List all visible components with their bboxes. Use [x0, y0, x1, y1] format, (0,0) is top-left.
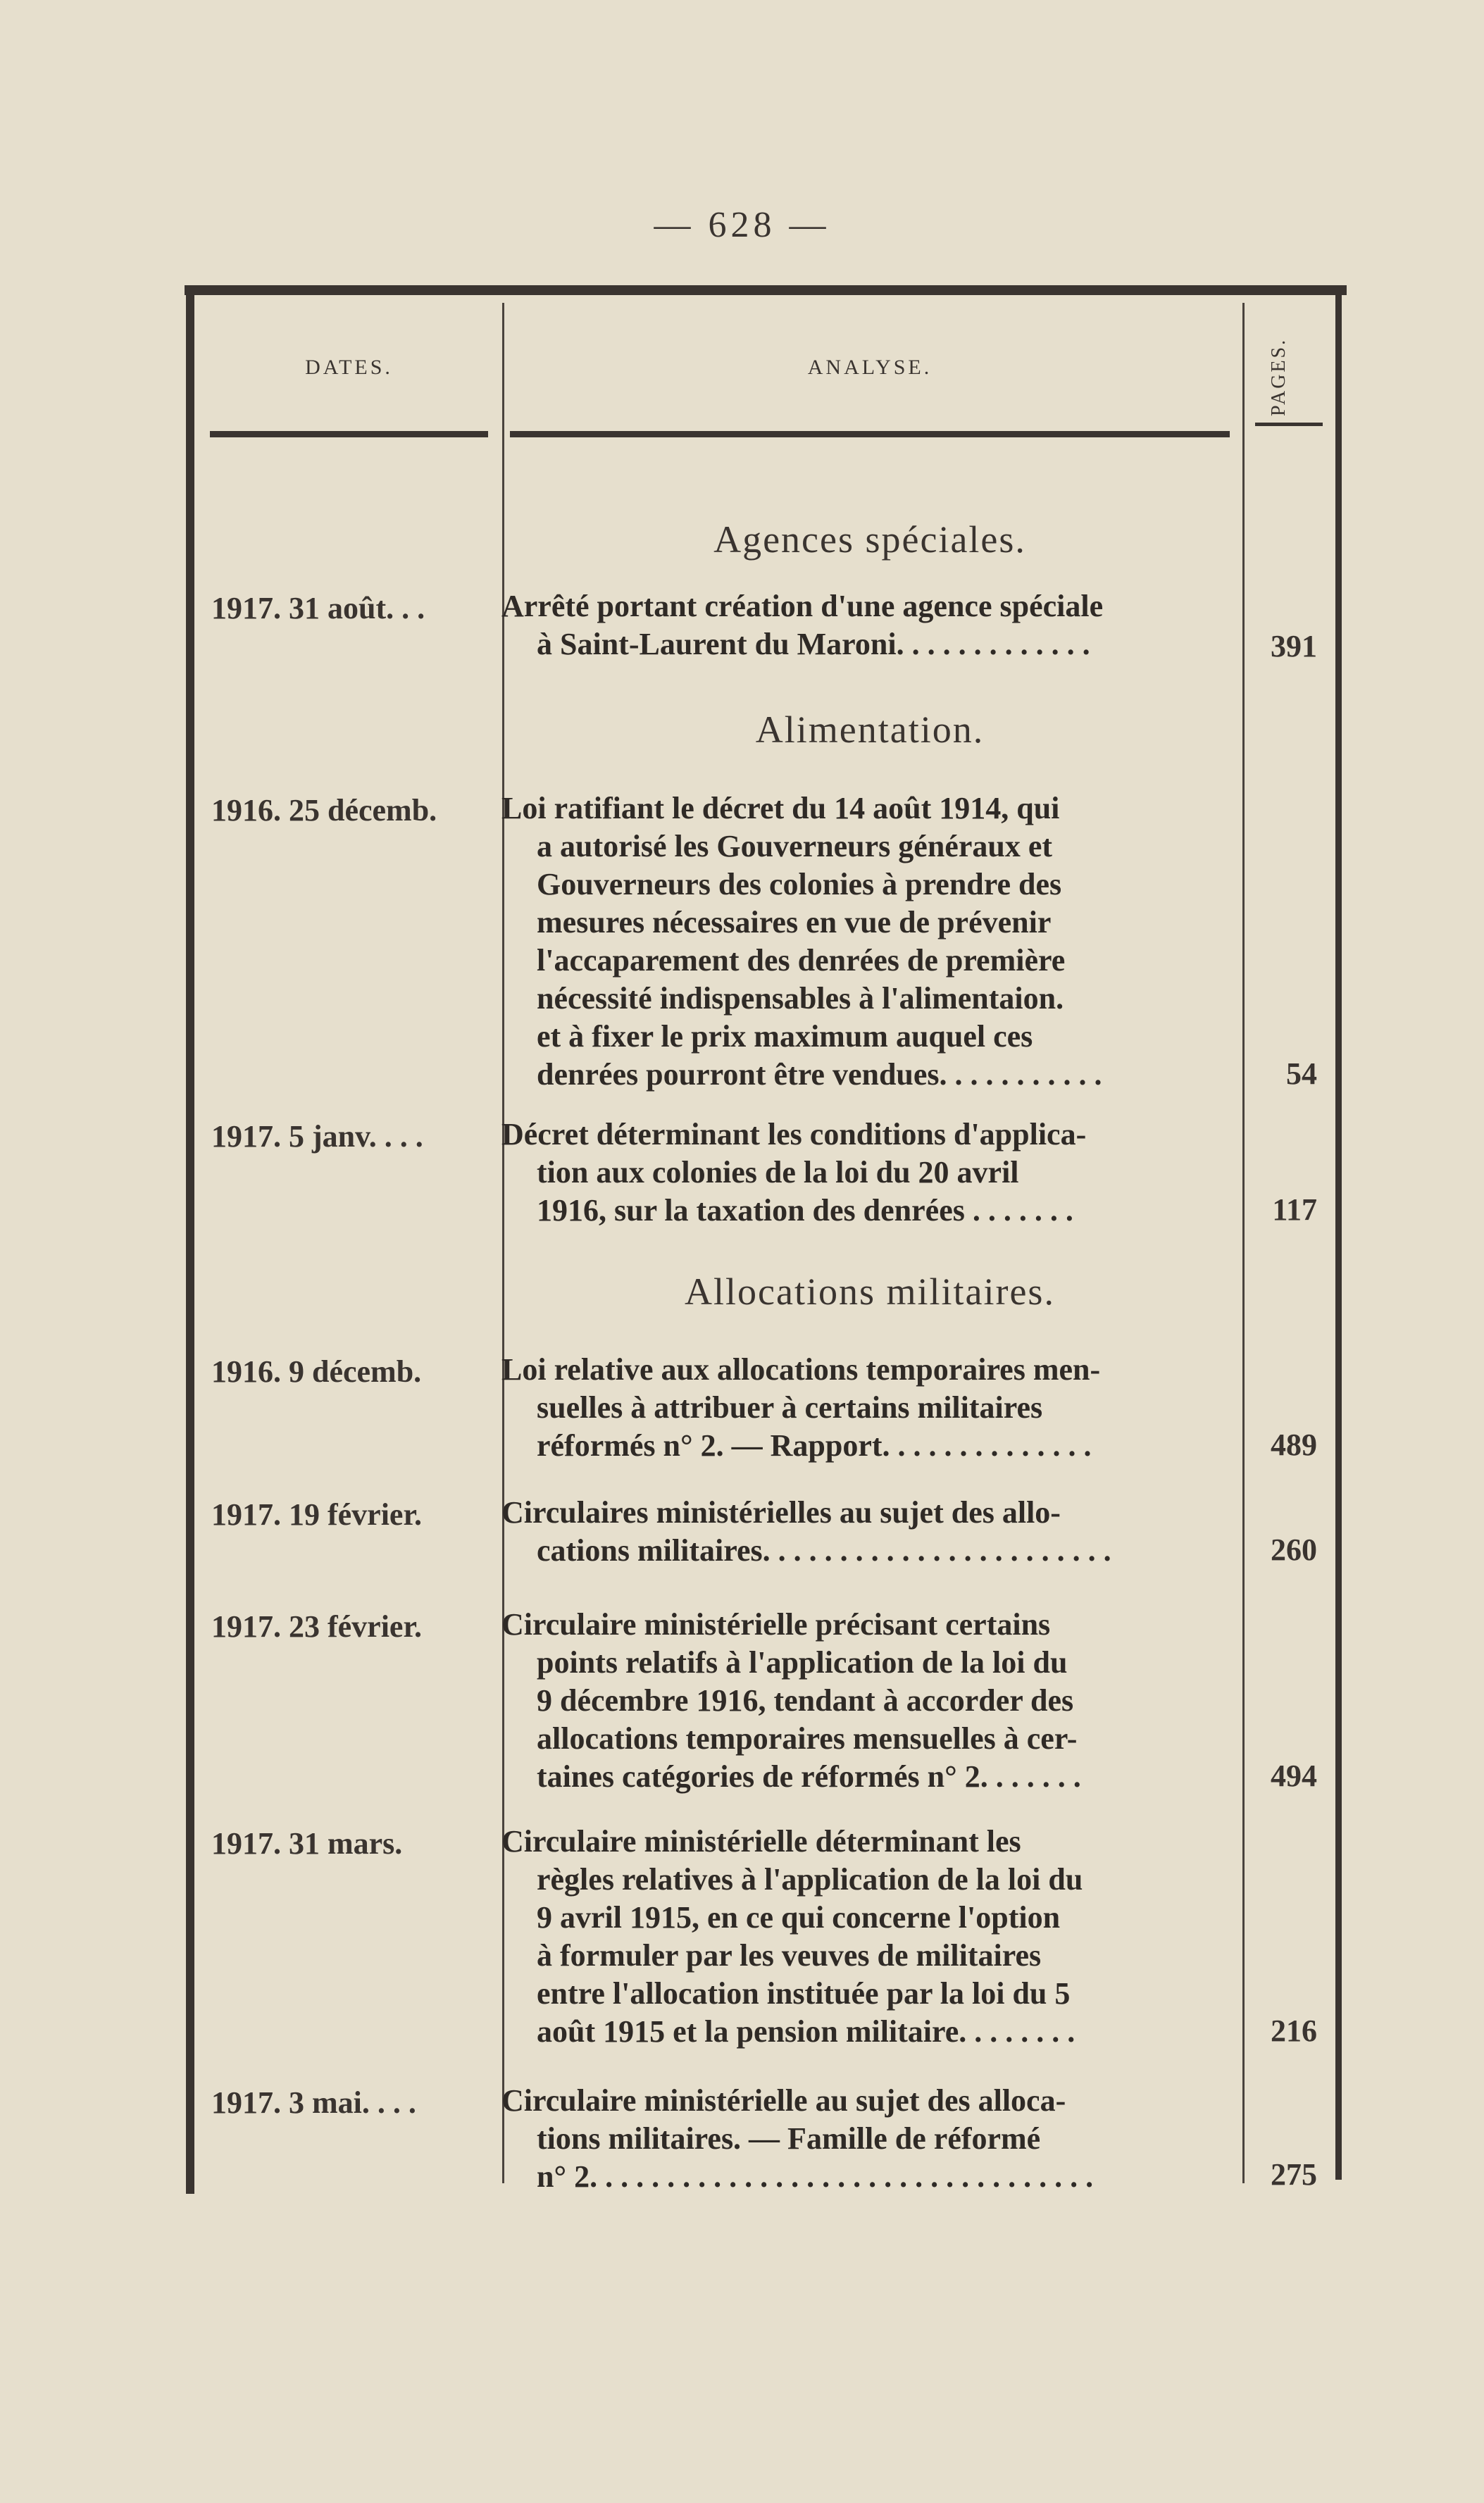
entry-line: suelles à attribuer à certains militaires	[537, 1390, 1043, 1425]
entry-date: 1916. 25 décemb.	[211, 793, 437, 828]
entry-line: Circulaires ministérielles au sujet des allo-	[501, 1495, 1061, 1530]
entry-line: à formuler par les veuves de militaires	[537, 1938, 1042, 1973]
entry-line: Circulaire ministérielle au sujet des alloca-	[501, 2083, 1066, 2118]
entry-line: règles relatives à l'application de la loi du	[537, 1862, 1083, 1897]
entry-text	[501, 1606, 1227, 1796]
header-rule-pages	[1255, 423, 1323, 426]
entry-line: tions militaires. — Famille de réformé	[537, 2121, 1041, 2156]
entry-page: 489	[1271, 1428, 1317, 1462]
entry-line: Arrêté portant création d'une agence spéciale	[501, 589, 1104, 623]
entry-text	[501, 1351, 1227, 1465]
entry-line: entre l'allocation instituée par la loi du 5	[537, 1976, 1071, 2011]
header-rule-analyse	[510, 431, 1230, 437]
entry-line: 9 décembre 1916, tendant à accorder des	[537, 1683, 1074, 1718]
entry-line: nécessité indispensables à l'alimentaion.	[537, 981, 1064, 1016]
entry-line: tion aux colonies de la loi du 20 avril	[537, 1155, 1019, 1190]
entry-line: 9 avril 1915, en ce qui concerne l'option	[537, 1900, 1061, 1935]
entry-line: réformés n° 2. — Rapport. . . . . . . . . . . . . .	[537, 1428, 1092, 1463]
entry-date: 1917. 31 mars.	[211, 1826, 403, 1861]
entry-page: 216	[1271, 2014, 1317, 2048]
section-title: Alimentation.	[755, 709, 985, 751]
entry-line: n° 2. . . . . . . . . . . . . . . . . . . . . . . . . . . . . . . . .	[537, 2159, 1094, 2194]
entry-line: mesures nécessaires en vue de prévenir	[537, 905, 1052, 940]
column-header-dates: DATES.	[305, 356, 393, 379]
entry-text	[501, 1494, 1227, 1570]
entry-page: 260	[1271, 1533, 1317, 1567]
entry-line: 1916, sur la taxation des denrées . . . . . . .	[537, 1193, 1073, 1228]
column-header-analyse: ANALYSE.	[807, 356, 933, 379]
entry-line: Circulaire ministérielle déterminant les	[501, 1824, 1021, 1859]
entry-page: 494	[1271, 1759, 1317, 1793]
section-title: Agences spéciales.	[713, 518, 1026, 561]
entry-date: 1917. 31 août. . .	[211, 591, 425, 625]
header-rule-dates	[210, 431, 488, 437]
entry-page: 275	[1271, 2157, 1317, 2192]
table-right-border	[1335, 285, 1342, 2180]
entry-text	[501, 587, 1227, 663]
entry-date: 1916. 9 décemb.	[211, 1354, 422, 1389]
section-title: Allocations militaires.	[685, 1271, 1055, 1313]
entry-line: allocations temporaires mensuelles à cer-	[537, 1721, 1078, 1756]
entry-line: a autorisé les Gouverneurs généraux et	[537, 829, 1052, 863]
entry-line: Loi ratifiant le décret du 14 août 1914, qui	[501, 791, 1060, 825]
entry-line: Loi relative aux allocations temporaires men-	[501, 1352, 1101, 1387]
entry-line: et à fixer le prix maximum auquel ces	[537, 1019, 1033, 1054]
page-number: — 628 —	[654, 205, 830, 245]
entry-date: 1917. 5 janv. . . .	[211, 1119, 423, 1154]
entry-line: points relatifs à l'application de la loi du	[537, 1645, 1068, 1680]
column-header-pages: PAGES.	[1268, 337, 1290, 416]
entry-line: cations militaires. . . . . . . . . . . . . . . . . . . . . . .	[537, 1533, 1111, 1568]
column-divider-pages	[1242, 303, 1245, 2183]
entry-line: à Saint-Laurent du Maroni. . . . . . . . . . . . .	[537, 627, 1090, 661]
entry-text	[501, 1116, 1227, 1230]
entry-date: 1917. 3 mai. . . .	[211, 2085, 416, 2120]
entry-page: 54	[1286, 1056, 1317, 1091]
table-left-border	[186, 285, 194, 2194]
entry-page: 391	[1271, 629, 1317, 663]
entry-text	[501, 2082, 1227, 2196]
entry-line: Décret déterminant les conditions d'applica-	[501, 1117, 1087, 1151]
table-top-rule	[185, 285, 1347, 295]
entry-text	[501, 1823, 1227, 2051]
entry-line: taines catégories de réformés n° 2. . . . . . .	[537, 1759, 1081, 1794]
entry-text	[501, 789, 1227, 1094]
entry-line: Circulaire ministérielle précisant certains	[501, 1607, 1051, 1642]
entry-line: l'accaparement des denrées de première	[537, 943, 1066, 978]
entry-line: août 1915 et la pension militaire. . . . . . . .	[537, 2014, 1075, 2049]
entry-page: 117	[1272, 1192, 1317, 1227]
entry-date: 1917. 23 février.	[211, 1609, 422, 1644]
entry-line: Gouverneurs des colonies à prendre des	[537, 867, 1062, 901]
entry-date: 1917. 19 février.	[211, 1497, 422, 1532]
entry-line: denrées pourront être vendues. . . . . . . . . . .	[537, 1057, 1102, 1092]
